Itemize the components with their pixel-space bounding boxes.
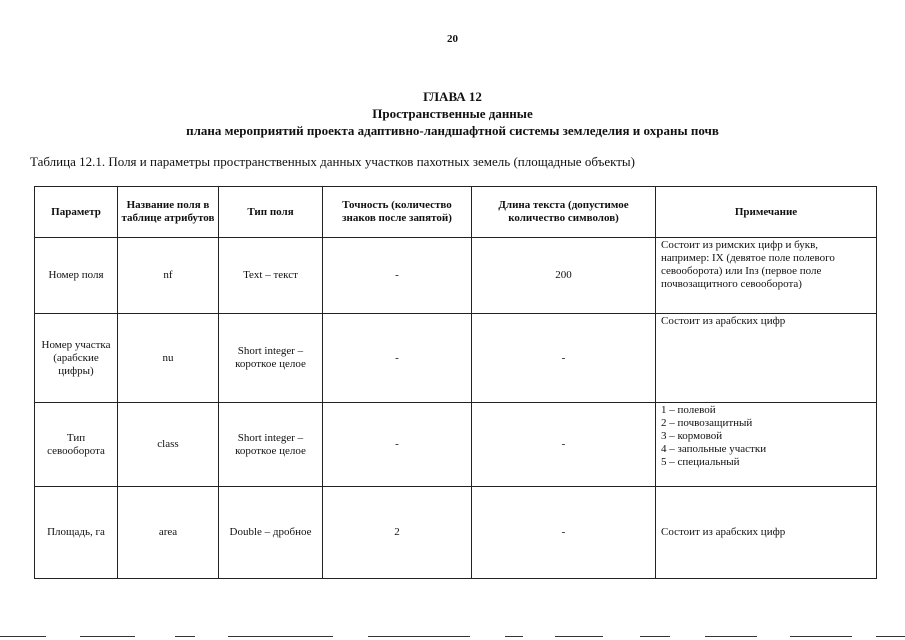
note-line: 2 – почвозащитный <box>661 417 753 429</box>
scan-edge-line <box>175 636 195 637</box>
cell-param: Номер участка (арабские цифры) <box>35 314 118 403</box>
table-row <box>35 314 877 403</box>
cell-precision: 2 <box>323 487 472 579</box>
cell-param: Площадь, га <box>35 487 118 579</box>
scan-edge-line <box>555 636 603 637</box>
cell-note <box>656 238 877 314</box>
note-line: почвозащитного севооборота) <box>661 278 802 290</box>
header-note: Примечание <box>656 187 877 238</box>
note-line: 3 – кормовой <box>661 430 723 442</box>
note-line: 4 – запольные участки <box>661 443 767 455</box>
cell-note <box>656 487 877 579</box>
cell-field-type: Short integer – короткое целое <box>219 403 323 487</box>
spatial-data-table <box>34 186 877 579</box>
scan-edge-line <box>228 636 333 637</box>
cell-text-length: - <box>472 487 656 579</box>
cell-precision: - <box>323 238 472 314</box>
note-line: севооборота) или Inз (первое поле <box>661 265 822 277</box>
scan-edge-line <box>876 636 905 637</box>
cell-text-length: 200 <box>472 238 656 314</box>
chapter-title: Пространственные данные <box>372 106 533 121</box>
scan-edge-line <box>368 636 470 637</box>
cell-text-length: - <box>472 403 656 487</box>
cell-param: Номер поля <box>35 238 118 314</box>
cell-note <box>656 314 877 403</box>
cell-precision: - <box>323 403 472 487</box>
table-caption: Таблица 12.1. Поля и параметры пространственных данных участков пахотных земель (площадные объекты) <box>30 154 635 169</box>
table-row <box>35 403 877 487</box>
header-field-type: Тип поля <box>219 187 323 238</box>
note-line: Состоит из арабских цифр <box>661 526 786 538</box>
header-param: Параметр <box>35 187 118 238</box>
table-header-row <box>35 187 877 238</box>
scan-edge-line <box>80 636 135 637</box>
table-row <box>35 487 877 579</box>
header-field-name: Название поля в таблице атрибутов <box>118 187 219 238</box>
header-precision: Точность (количество знаков после запятой) <box>323 187 472 238</box>
note-line: 1 – полевой <box>661 404 716 416</box>
scan-edge-line <box>640 636 670 637</box>
cell-field-type: Text – текст <box>219 238 323 314</box>
cell-field-type: Short integer – короткое целое <box>219 314 323 403</box>
cell-param: Тип севооборота <box>35 403 118 487</box>
table-row <box>35 238 877 314</box>
page-number: 20 <box>447 33 458 45</box>
cell-note <box>656 403 877 487</box>
cell-field-name: nf <box>118 238 219 314</box>
scan-edge-line <box>705 636 757 637</box>
scan-edge-line <box>0 636 46 637</box>
cell-field-name: area <box>118 487 219 579</box>
cell-field-type: Double – дробное <box>219 487 323 579</box>
cell-field-name: class <box>118 403 219 487</box>
cell-precision: - <box>323 314 472 403</box>
chapter-heading <box>0 88 905 139</box>
scan-edge-line <box>790 636 852 637</box>
note-line: Состоит из арабских цифр <box>661 315 786 327</box>
note-line: 5 – специальный <box>661 456 740 468</box>
chapter-subtitle: плана мероприятий проекта адаптивно-ландшафтной системы земледелия и охраны почв <box>186 123 719 138</box>
note-line: Состоит из римских цифр и букв, <box>661 239 819 251</box>
chapter-label: ГЛАВА 12 <box>423 89 482 104</box>
cell-text-length: - <box>472 314 656 403</box>
cell-field-name: nu <box>118 314 219 403</box>
header-text-length: Длина текста (допустимое количество символов) <box>472 187 656 238</box>
scan-edge-line <box>505 636 523 637</box>
note-line: например: IX (девятое поле полевого <box>661 252 835 264</box>
